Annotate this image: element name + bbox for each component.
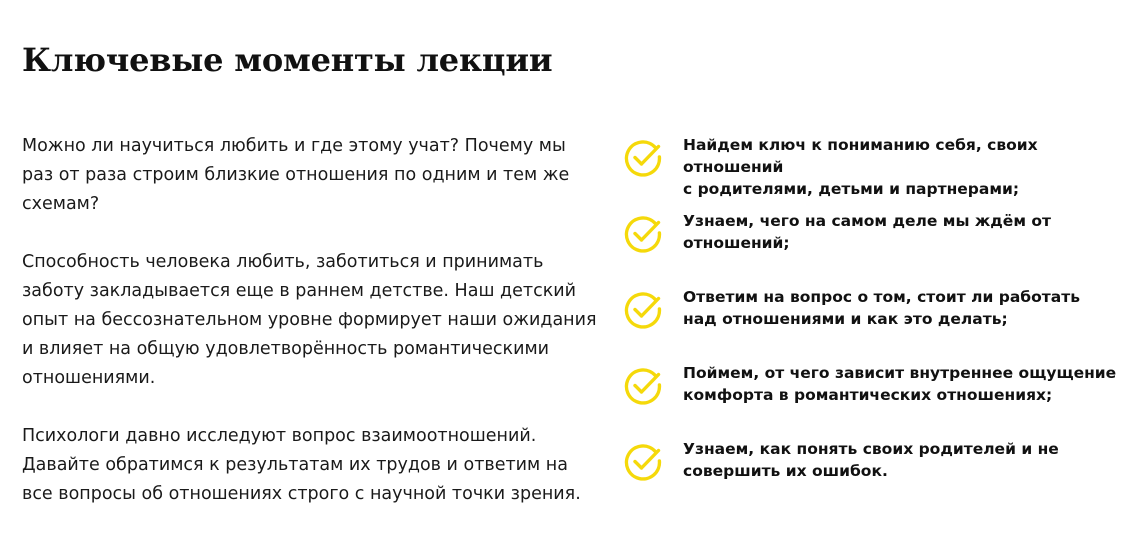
key-point-line: с родителями, детьми и партнерами; <box>683 180 1020 198</box>
check-circle-icon <box>621 136 665 180</box>
key-point-text <box>683 438 1143 482</box>
intro-paragraph: Можно ли научиться любить и где этому учат? Почему мы раз от раза строим близкие отношения по одним и тем же схемам? <box>22 136 570 214</box>
key-point-line: Найдем ключ к пониманию себя, своих отношений <box>683 136 1038 176</box>
check-circle-icon <box>621 288 665 332</box>
intro-text <box>22 132 597 538</box>
page-title: Ключевые моменты лекции <box>22 41 553 79</box>
key-point-item <box>621 362 1143 438</box>
key-point-line: Поймем, от чего зависит внутреннее ощущение <box>683 364 1117 382</box>
key-point-line: комфорта в романтических отношениях; <box>683 386 1053 404</box>
check-circle-icon <box>621 440 665 484</box>
key-point-item <box>621 134 1143 210</box>
key-point-text <box>683 134 1143 200</box>
key-point-text <box>683 286 1143 330</box>
key-point-item <box>621 286 1143 362</box>
key-point-item <box>621 438 1143 514</box>
intro-paragraph: Психологи давно исследуют вопрос взаимоотношений. Давайте обратимся к результатам их трудов и ответим на все вопросы об отношениях строго с научной точки зрения. <box>22 426 581 504</box>
check-circle-icon <box>621 364 665 408</box>
key-point-text <box>683 362 1143 406</box>
key-point-line: Ответим на вопрос о том, стоит ли работать <box>683 288 1081 306</box>
key-point-line: Узнаем, чего на самом деле мы ждём от <box>683 212 1052 230</box>
key-point-item <box>621 210 1143 286</box>
key-point-text <box>683 210 1143 254</box>
intro-paragraph: Способность человека любить, заботиться и принимать заботу закладывается еще в раннем детстве. Наш детский опыт на бессознательном уровне формирует наши ожидания и влияет на общую удовлетворённость романтическими отношениями. <box>22 252 597 388</box>
key-point-line: совершить их ошибок. <box>683 462 888 480</box>
key-point-line: над отношениями и как это делать; <box>683 310 1008 328</box>
check-circle-icon <box>621 212 665 256</box>
key-point-line: отношений; <box>683 234 790 252</box>
key-point-line: Узнаем, как понять своих родителей и не <box>683 440 1059 458</box>
key-points-list <box>621 134 1143 514</box>
